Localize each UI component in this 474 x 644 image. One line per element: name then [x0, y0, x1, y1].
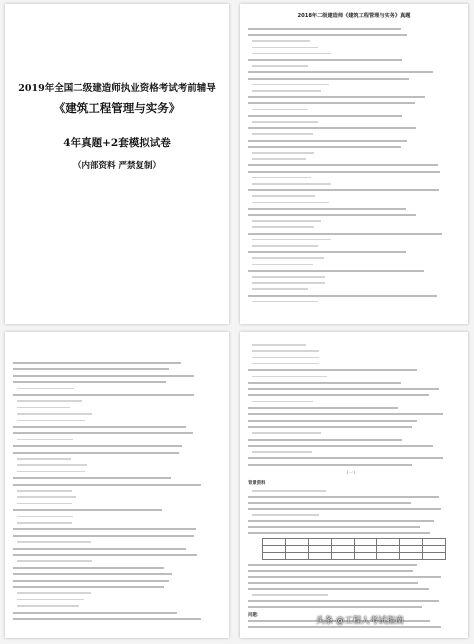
exam-page-questions	[240, 4, 468, 324]
text-line	[248, 171, 440, 173]
text-line	[248, 59, 402, 61]
text-line	[13, 509, 162, 511]
text-line	[252, 301, 318, 303]
text-line	[252, 158, 306, 160]
watermark: 头条 @工程人考试指南	[316, 616, 404, 626]
background-heading: 背景资料	[248, 481, 266, 486]
text-line	[17, 503, 72, 505]
schedule-table	[262, 538, 446, 560]
exam-page-continued	[5, 332, 229, 638]
text-line	[17, 599, 84, 601]
text-line	[252, 84, 329, 86]
text-line	[248, 407, 398, 409]
text-line	[17, 605, 79, 607]
text-line	[252, 344, 306, 346]
cover-title-exam: 2019年全国二级建造师执业资格考试考前辅导	[18, 83, 216, 94]
cover-title-contents: 4年真题+2套模拟试卷	[63, 137, 171, 149]
text-line	[17, 407, 70, 409]
text-line	[248, 189, 439, 191]
text-line	[13, 432, 193, 434]
text-line	[252, 401, 313, 403]
text-line	[252, 432, 321, 434]
cover-page	[5, 4, 229, 324]
text-line	[248, 369, 417, 371]
text-line	[13, 394, 194, 396]
text-line	[252, 90, 321, 92]
text-line	[248, 214, 416, 216]
text-line	[13, 484, 201, 486]
text-line	[248, 426, 412, 428]
text-line	[248, 626, 441, 628]
text-line	[13, 567, 164, 569]
text-line	[248, 146, 401, 148]
text-line	[248, 96, 425, 98]
text-line	[17, 388, 74, 390]
text-line	[13, 477, 171, 479]
text-line	[13, 368, 169, 370]
text-line	[17, 592, 91, 594]
exam-page-title: 2018年二级建造师《建筑工程管理与实务》真题	[297, 13, 411, 19]
text-line	[252, 451, 312, 453]
text-line	[248, 413, 443, 415]
text-line	[248, 464, 412, 466]
text-line	[17, 413, 92, 415]
text-line	[17, 439, 73, 441]
text-line	[13, 452, 179, 454]
text-line	[13, 535, 194, 537]
text-line	[248, 102, 415, 104]
text-line	[252, 350, 319, 352]
text-line	[252, 357, 319, 359]
text-line	[248, 582, 418, 584]
text-line	[248, 127, 416, 129]
text-line	[17, 490, 72, 492]
text-line	[17, 560, 92, 562]
text-line	[248, 532, 430, 534]
text-line	[252, 239, 331, 241]
text-line	[248, 394, 429, 396]
text-line	[248, 34, 407, 36]
text-line	[252, 177, 311, 179]
text-line	[252, 47, 318, 49]
text-line	[252, 195, 315, 197]
text-line	[248, 388, 439, 390]
text-line	[252, 514, 319, 516]
text-line	[248, 502, 411, 504]
case-number: （一）	[344, 471, 358, 476]
text-line	[13, 554, 197, 556]
text-line	[252, 133, 313, 135]
text-line	[252, 264, 313, 266]
text-line	[248, 208, 406, 210]
text-line	[248, 78, 409, 80]
text-line	[252, 226, 314, 228]
text-line	[252, 121, 318, 123]
text-line	[248, 164, 438, 166]
text-line	[248, 71, 433, 73]
text-line	[248, 115, 402, 117]
text-line	[248, 270, 424, 272]
cover-title-subject: 《建筑工程管理与实务》	[53, 101, 181, 115]
text-line	[248, 439, 402, 441]
text-line	[13, 381, 166, 383]
text-line	[13, 445, 182, 447]
text-line	[13, 426, 186, 428]
text-line	[252, 288, 308, 290]
text-line	[17, 464, 87, 466]
text-line	[252, 109, 308, 111]
text-line	[252, 53, 331, 55]
text-line	[17, 522, 72, 524]
text-line	[13, 362, 181, 364]
text-line	[252, 152, 314, 154]
text-line	[17, 516, 73, 518]
text-line	[252, 220, 321, 222]
text-line	[13, 586, 164, 588]
text-line	[252, 65, 308, 67]
text-line	[248, 564, 417, 566]
text-line	[248, 251, 406, 253]
text-line	[248, 588, 429, 590]
text-line	[252, 245, 318, 247]
text-line	[252, 363, 319, 365]
text-line	[248, 576, 441, 578]
text-line	[17, 496, 76, 498]
text-line	[252, 202, 329, 204]
text-line	[248, 445, 433, 447]
text-line	[248, 295, 437, 297]
text-line	[13, 618, 201, 620]
text-line	[252, 594, 328, 596]
text-line	[248, 496, 439, 498]
text-line	[252, 376, 327, 378]
cover-title-note: （内部资料 严禁复制）	[73, 161, 161, 171]
text-line	[252, 276, 325, 278]
text-line	[252, 183, 331, 185]
text-line	[13, 548, 186, 550]
text-line	[248, 28, 401, 30]
text-line	[248, 606, 422, 608]
text-line	[13, 612, 177, 614]
text-line	[248, 457, 443, 459]
text-line	[248, 140, 407, 142]
text-line	[17, 471, 85, 473]
text-line	[17, 400, 82, 402]
text-line	[248, 526, 420, 528]
text-line	[248, 233, 442, 235]
question-heading: 问题：	[248, 613, 262, 618]
text-line	[248, 570, 413, 572]
text-line	[252, 40, 310, 42]
text-line	[252, 257, 324, 259]
text-line	[252, 490, 326, 492]
text-line	[13, 528, 196, 530]
text-line	[248, 420, 417, 422]
text-line	[13, 375, 194, 377]
text-line	[252, 282, 325, 284]
text-line	[17, 420, 85, 422]
exam-page-case-study	[240, 332, 468, 638]
text-line	[248, 508, 441, 510]
text-line	[13, 580, 169, 582]
text-line	[13, 573, 172, 575]
text-line	[17, 541, 91, 543]
text-line	[248, 600, 439, 602]
text-line	[248, 520, 434, 522]
text-line	[248, 382, 401, 384]
text-line	[17, 458, 71, 460]
